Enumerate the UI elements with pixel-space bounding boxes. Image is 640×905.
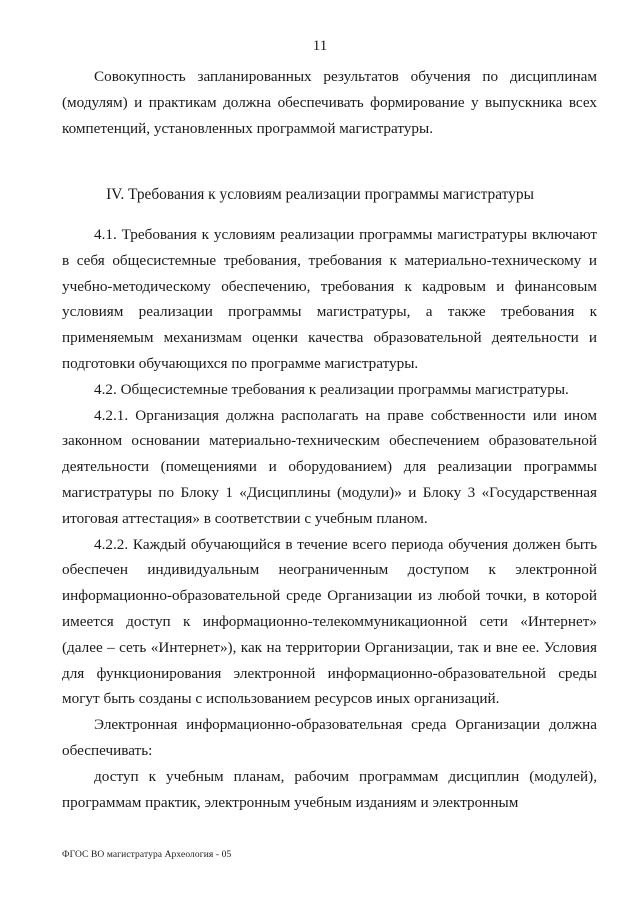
paragraph-4-2-2: 4.2.2. Каждый обучающийся в течение всего периода обучения должен быть обеспечен индивидуальным неограниченным доступом к электронной информационно-образовательной среде Организации из любой точки, в которой имеется доступ к информационно-телекоммуникационной сети «Интернет» (далее – сеть «Интернет»), как на территории Организации, так и вне ее. Условия для функционирования электронной информационно-образовательной среды могут быть созданы с использованием ресурсов иных организаций. [62, 535, 597, 708]
paragraph-eios: Электронная информационно-образовательная среда Организации должна обеспечивать: [62, 716, 597, 759]
section-heading: IV. Требования к условиям реализации программы магистратуры [106, 186, 534, 203]
paragraph-4-2: 4.2. Общесистемные требования к реализации программы магистратуры. [94, 380, 569, 398]
paragraph-access: доступ к учебным планам, рабочим программам дисциплин (модулей), программам практик, электронным учебным изданиям и электронным [62, 767, 597, 811]
footer-label: ФГОС ВО магистратура Археология - 05 [62, 850, 232, 860]
body-block [62, 222, 597, 815]
page-number: 11 [312, 38, 328, 54]
intro-block [62, 64, 597, 141]
paragraph-4-2-1: 4.2.1. Организация должна располагать на праве собственности или ином законном основании материально-техническим обеспечением образовательной деятельности (помещениями и оборудованием) для реализации программы магистратуры по Блоку 1 «Дисциплины (модули)» и Блоку 3 «Государственная итоговая аттестация» в соответствии с учебным планом. [62, 406, 597, 527]
intro-paragraph: Совокупность запланированных результатов обучения по дисциплинам (модулям) и практикам должна обеспечивать формирование у выпускника всех компетенций, установленных программой магистратуры. [62, 68, 597, 137]
paragraph-4-1: 4.1. Требования к условиям реализации программы магистратуры включают в себя общесистемные требования, требования к материально-техническому и учебно-методическому обеспечению, требования к кадровым и финансовым условиям реализации программы магистратуры, а также требования к применяемым механизмам оценки качества образовательной деятельности и подготовки обучающихся по программе магистратуры. [62, 226, 597, 372]
